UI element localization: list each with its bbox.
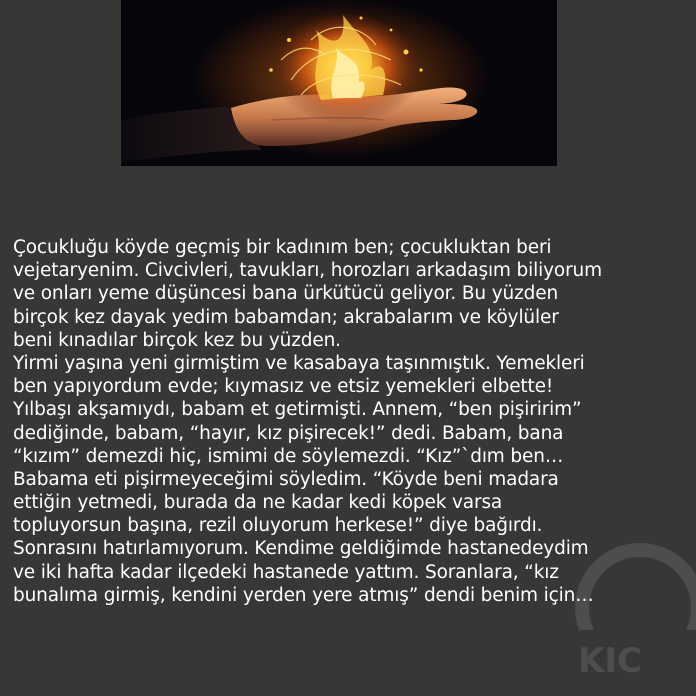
story-line: topluyorsun başına, rezil oluyorum herkese!” diye bağırdı. [13, 515, 543, 537]
story-line: Yirmi yaşına yeni girmiştim ve kasabaya taşınmıştık. Yemekleri [13, 352, 585, 374]
story-line: ben yapıyordum evde; kıymasız ve etsiz yemekleri elbette! [13, 376, 554, 398]
story-line: beni kınadılar birçok kez bu yüzden. [13, 329, 341, 351]
story-line: Çocukluğu köyde geçmiş bir kadınım ben; çocukluktan beri [13, 237, 552, 258]
story-line: ettiğin yetmedi, burada da ne kadar kedi köpek varsa [13, 492, 503, 514]
glowing-hand-with-fire-icon [121, 0, 557, 166]
story-line: “kızım” demezdi hiç, ismimi de söylemezdi. “Kız”`dım ben… [13, 445, 564, 467]
story-line: Babama eti pişirmeyeceğimi söyledim. “Köyde beni madara [13, 468, 559, 490]
story-line: dediğinde, babam, “hayır, kız pişirecek!” dedi. Babam, bana [13, 422, 564, 444]
story-line: birçok kez dayak yedim babamdan; akrabalarım ve köylüler [13, 306, 559, 328]
story-line: Sonrasını hatırlamıyorum. Kendime geldiğimde hastanedeydim [13, 538, 589, 560]
story-line: ve iki hafta kadar ilçedeki hastanede yattım. Soranlara, “kız [13, 561, 559, 583]
story-text [13, 236, 693, 607]
hero-image [121, 0, 557, 166]
story-line: bunalıma girmiş, kendini yerden yere atmış” dendi benim için… [13, 584, 594, 606]
svg-text:KIC: KIC [578, 641, 642, 681]
story-line: vejetaryenim. Civcivleri, tavukları, horozları arkadaşım biliyorum [13, 260, 602, 282]
story-line: ve onları yeme düşüncesi bana ürkütücü geliyor. Bu yüzden [13, 283, 559, 305]
story-line: Yılbaşı akşamıydı, babam et getirmişti. Annem, “ben pişiririm” [13, 399, 582, 421]
